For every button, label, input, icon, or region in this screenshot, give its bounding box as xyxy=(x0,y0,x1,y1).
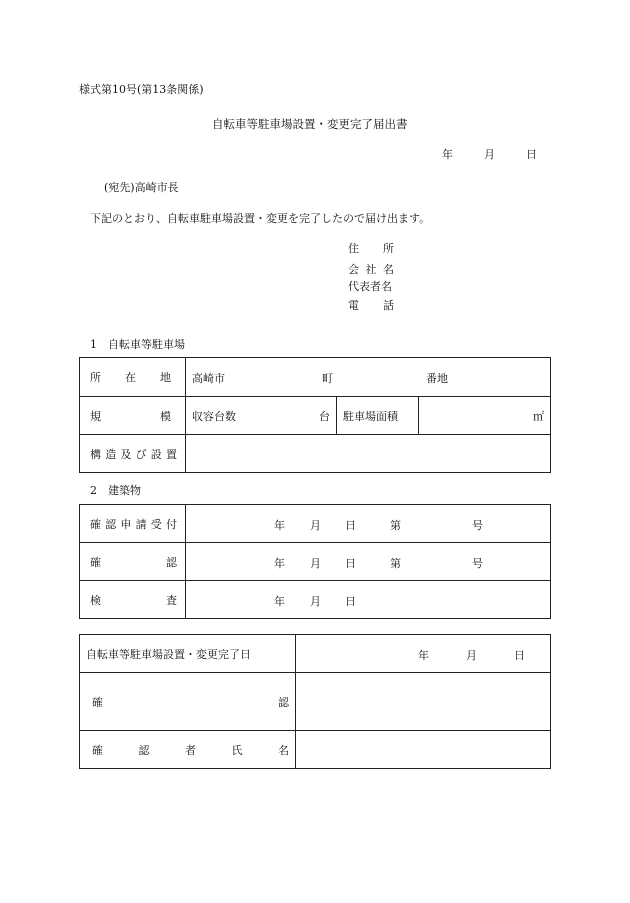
date-day: 日 xyxy=(526,148,537,161)
structure-value-cell[interactable] xyxy=(186,435,551,473)
date-month: 月 xyxy=(484,148,495,161)
location-label-cell: 所 在 地 xyxy=(80,358,186,397)
applicant-company-label: 会 社 名 xyxy=(348,263,394,276)
document-title: 自転車等駐車場設置・変更完了届出書 xyxy=(212,117,408,131)
location-city: 高崎市 xyxy=(192,372,225,385)
form-number: 様式第10号(第13条関係) xyxy=(79,83,204,96)
location-lot: 番地 xyxy=(426,372,448,385)
intro-text: 下記のとおり、自転車駐車場設置・変更を完了したので届け出ます。 xyxy=(90,212,431,225)
section1-heading: 1 自転車等駐車場 xyxy=(90,338,185,351)
date-year: 年 xyxy=(442,148,453,161)
confirm-value-cell[interactable] xyxy=(296,673,551,731)
applicant-phone-label: 電 話 xyxy=(348,299,394,312)
table-row xyxy=(80,581,551,619)
confirmer-label-cell: 確 認 者 氏 名 xyxy=(80,731,296,769)
area-value-cell[interactable] xyxy=(419,397,551,435)
confirmation-date-cell[interactable]: 年 月 日 第 号 xyxy=(186,543,551,581)
completion-table xyxy=(79,634,551,769)
confirm-label-cell: 確 認 xyxy=(80,673,296,731)
applicant-representative-label: 代表者名 xyxy=(348,280,392,293)
confirmation-label-cell: 確 認 xyxy=(80,543,186,581)
capacity-label: 収容台数 xyxy=(192,409,236,423)
application-date-cell[interactable]: 年 月 日 第 号 xyxy=(186,505,551,543)
capacity-cell[interactable] xyxy=(186,397,337,435)
capacity-unit: 台 xyxy=(319,409,330,423)
completion-date-cell[interactable]: 年 月 日 xyxy=(296,635,551,673)
table-row xyxy=(80,505,551,543)
structure-label-cell: 構 造 及 び 設 置 xyxy=(80,435,186,473)
addressee: (宛先)高崎市長 xyxy=(104,181,179,194)
confirmer-value-cell[interactable] xyxy=(296,731,551,769)
completion-label-cell: 自転車等駐車場設置・変更完了日 xyxy=(80,635,296,673)
scale-label-cell: 規 模 xyxy=(80,397,186,435)
location-value-cell[interactable] xyxy=(186,358,551,397)
section2-heading: 2 建築物 xyxy=(90,484,141,497)
area-unit: ㎡ xyxy=(533,409,544,423)
area-label-cell: 駐車場面積 xyxy=(337,397,419,435)
building-table xyxy=(79,504,551,619)
application-label-cell: 確 認 申 請 受 付 xyxy=(80,505,186,543)
inspection-date-cell[interactable]: 年 月 日 xyxy=(186,581,551,619)
applicant-address-label: 住 所 xyxy=(348,242,394,255)
table-row xyxy=(80,543,551,581)
submission-date xyxy=(442,146,537,162)
location-town: 町 xyxy=(322,372,333,385)
parking-table xyxy=(79,357,551,473)
inspection-label-cell: 検 査 xyxy=(80,581,186,619)
